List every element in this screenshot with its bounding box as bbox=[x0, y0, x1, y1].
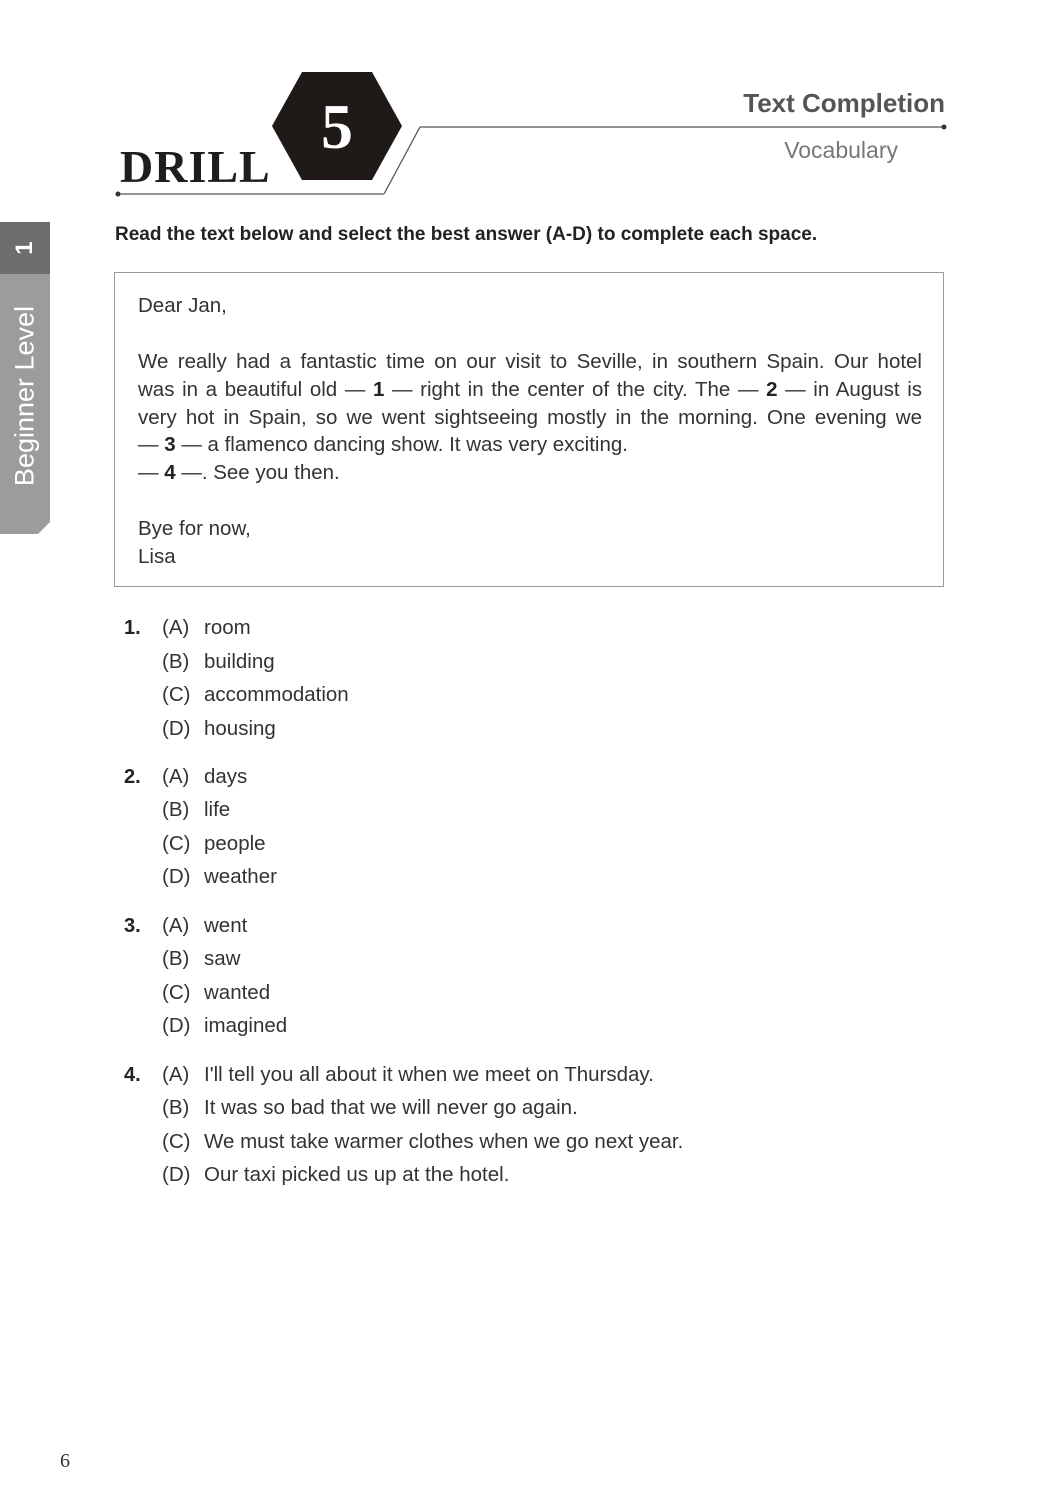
level-number: 1 bbox=[11, 241, 38, 255]
option-4b[interactable]: (B) It was so bad that we will never go again. bbox=[162, 1096, 578, 1119]
blank-1: 1 bbox=[372, 378, 385, 401]
letter-line-5: — 4 —. See you then. bbox=[138, 461, 340, 484]
option-2a[interactable]: (A) days bbox=[162, 765, 248, 788]
question-number: 4. bbox=[124, 1064, 141, 1086]
instruction-text: Read the text below and select the best answer (A-D) to complete each space. bbox=[115, 224, 818, 245]
question-number: 3. bbox=[124, 915, 141, 937]
level-number-badge bbox=[0, 222, 50, 274]
question-number: 1. bbox=[124, 617, 141, 639]
letter-line-1: We really had a fantastic time on our visit to Seville, in southern Spain. Our hotel bbox=[138, 350, 922, 373]
option-4c[interactable]: (C) We must take warmer clothes when we go next year. bbox=[162, 1130, 684, 1153]
option-3b[interactable]: (B) saw bbox=[162, 947, 241, 970]
option-3a[interactable]: (A) went bbox=[162, 914, 248, 937]
letter-greeting: Dear Jan, bbox=[138, 294, 227, 317]
section-title: Text Completion bbox=[743, 88, 945, 118]
letter-closing: Bye for now, bbox=[138, 517, 251, 540]
blank-2: 2 bbox=[766, 378, 778, 401]
blank-3: 3 bbox=[164, 433, 176, 456]
blank-4: 4 bbox=[164, 461, 176, 484]
option-1c[interactable]: (C) accommodation bbox=[162, 683, 349, 706]
section-subtitle: Vocabulary bbox=[784, 137, 898, 163]
tab-notch bbox=[0, 522, 50, 534]
option-1b[interactable]: (B) building bbox=[162, 650, 275, 673]
page-number: 6 bbox=[60, 1450, 70, 1472]
option-3d[interactable]: (D) imagined bbox=[162, 1014, 288, 1037]
drill-number: 5 bbox=[321, 91, 353, 162]
option-2b[interactable]: (B) life bbox=[162, 798, 231, 821]
option-2c[interactable]: (C) people bbox=[162, 832, 266, 855]
option-4a[interactable]: (A) I'll tell you all about it when we meet on Thursday. bbox=[162, 1063, 654, 1086]
option-3c[interactable]: (C) wanted bbox=[162, 981, 271, 1004]
option-4d[interactable]: (D) Our taxi picked us up at the hotel. bbox=[162, 1163, 510, 1186]
option-2d[interactable]: (D) weather bbox=[162, 865, 277, 888]
letter-signature: Lisa bbox=[138, 545, 176, 568]
level-label: Beginner Level bbox=[9, 305, 40, 487]
option-1d[interactable]: (D) housing bbox=[162, 717, 276, 740]
letter-line-2: was in a beautiful old — 1 — right in the center of the city. The — 2 — in August is bbox=[138, 378, 922, 401]
question-number: 2. bbox=[124, 766, 141, 788]
drill-title: DRILL bbox=[120, 141, 271, 192]
option-1a[interactable]: (A) room bbox=[162, 616, 251, 639]
letter-line-3: very hot in Spain, so we went sightseeing mostly in the morning. One evening we bbox=[138, 406, 922, 429]
letter-line-4: — 3 — a flamenco dancing show. It was very exciting. bbox=[138, 433, 628, 456]
